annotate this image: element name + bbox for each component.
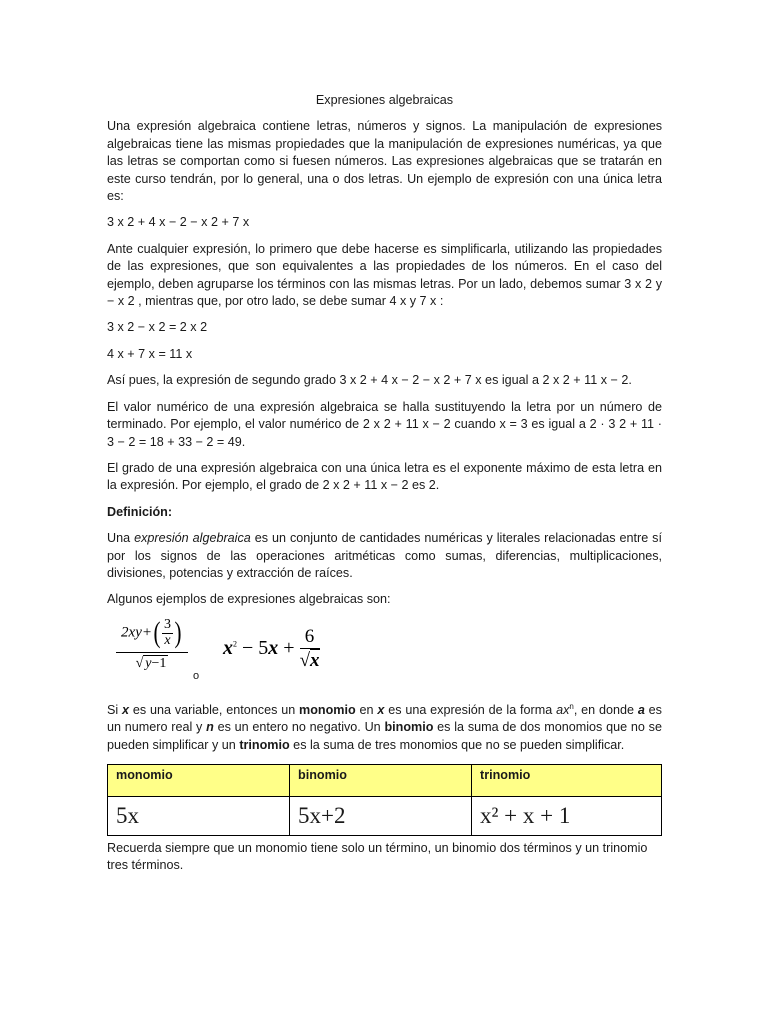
numeric-value-paragraph: El valor numérico de una expresión algebraica se halla sustituyendo la letra por un número de terminado. Por ejemplo, el valor numérico de 2 x 2 + 11 x − 2 cuando x = 3 es igual a 2 · 3 2 + 11 · 3 − 2 = 18 + 33 − 2 = 49.	[107, 399, 662, 449]
degree-paragraph: El grado de una expresión algebraica con una única letra es el exponente máximo de esta letra en la expresión. Por ejemplo, el grado de 2 x 2 + 11 x − 2 es 2.	[107, 460, 662, 493]
example-expression: 3 x 2 + 4 x − 2 − x 2 + 7 x	[107, 215, 250, 230]
intro-paragraph: Una expresión algebraica contiene letras, números y signos. La manipulación de expresiones algebraicas tiene las mismas propiedades que la manipulación de expresiones numéricas, ya que las letras se comportan como si fuesen números. Las expresiones algebraicas que se tratarán en este curso tendrán, por lo general, una o dos letras. Un ejemplo de expresión con una única letra es:	[107, 119, 662, 204]
polynomial-definition-paragraph: Si x es una variable, entonces un monomio en x es una expresión de la forma $ax^n$, en donde a es un numero real y n es un entero no negativo. Un binomio es la suma de dos monomios que no se pueden simplificar y un trinomio es la suma de tres monomios que no se pueden simplificar.	[107, 701, 662, 752]
or-separator: o	[193, 669, 200, 682]
document-page	[107, 92, 662, 883]
reminder-note: Recuerda siempre que un monomio tiene solo un término, un binomio dos términos y un trinomio tres términos.	[107, 840, 648, 872]
cell-trinomio: x² + x + 1	[472, 796, 662, 835]
cell-monomio: 5x	[108, 796, 290, 835]
page-title: Expresiones algebraicas	[315, 93, 454, 107]
formula-expression-2: $x^2 - 5x$ + $\frac{6}{√x}$	[223, 625, 320, 671]
definition-term: expresión algebraica	[134, 531, 251, 546]
result-paragraph: Así pues, la expresión de segundo grado 3 x 2 + 4 x − 2 − x 2 + 7 x es igual a 2 x 2 + 11 x − 2.	[107, 373, 632, 388]
header-monomio: monomio	[108, 765, 290, 796]
equation-2: 4 x + 7 x = 11 x	[107, 346, 193, 361]
table-row	[108, 796, 662, 835]
header-binomio: binomio	[290, 765, 472, 796]
polynomial-table	[107, 764, 662, 835]
definition-paragraph: Una expresión algebraica es un conjunto de cantidades numéricas y literales relacionadas entre sí por los signos de las operaciones aritméticas como sumas, diferencias, multiplicaciones, divisiones, potencias y extracción de raíces.	[107, 531, 662, 580]
example-formulas	[107, 615, 662, 686]
simplify-paragraph: Ante cualquier expresión, lo primero que debe hacerse es simplificarla, utilizando las propiedades de las expresiones, que son equivalentes a las propiedades de los números. En el caso del ejemplo, deben agruparse los términos con las mismas letras. Por un lado, debemos sumar 3 x 2 y − x 2 , mientras que, por otro lado, se debe sumar 4 x y 7 x :	[107, 241, 662, 309]
formula-fraction-1: 2xy+( $\frac{3}{x}$ ) √ y−1	[116, 618, 188, 672]
cell-binomio: 5x+2	[290, 796, 472, 835]
equation-1: 3 x 2 − x 2 = 2 x 2	[107, 320, 208, 335]
header-trinomio: trinomio	[472, 765, 662, 796]
definition-heading: Definición:	[107, 504, 173, 519]
examples-heading: Algunos ejemplos de expresiones algebraicas son:	[107, 592, 391, 607]
table-header-row	[108, 765, 662, 796]
